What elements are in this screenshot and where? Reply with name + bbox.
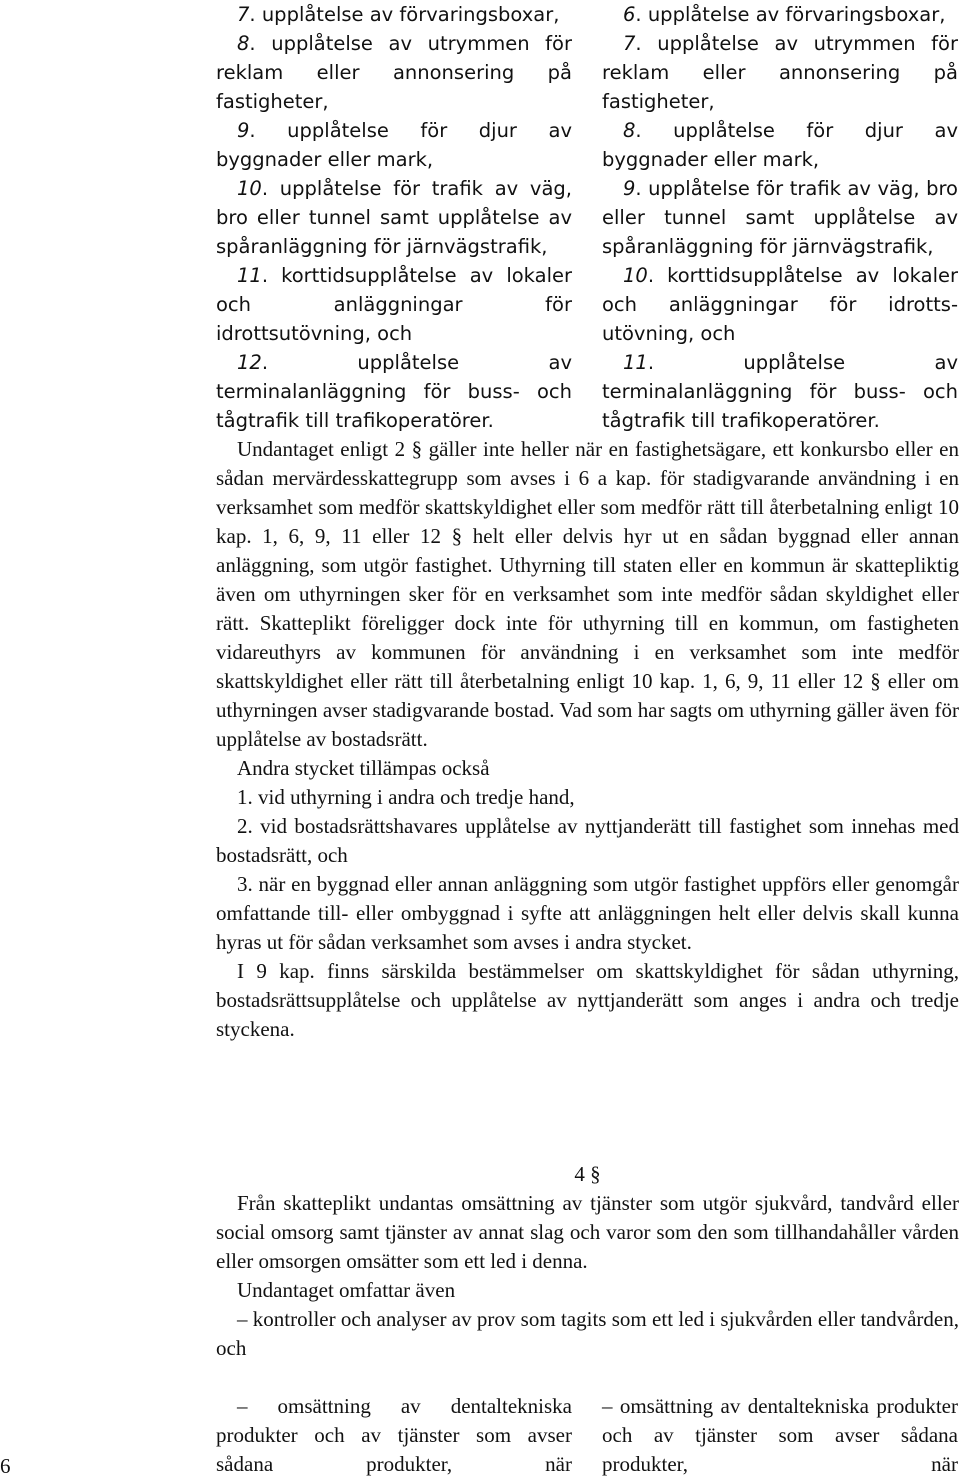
paragraph: 3. när en byggnad eller annan anläggning som utgör fastighet uppförs eller genomgår omfattande till- eller ombyggnad i syfte att anläggningen helt eller delvis skall kunna hyras ut för sådan verksamhet som avses i andra stycket. bbox=[216, 872, 959, 954]
list-item: 11. upplåtelse av terminalanläggning för buss- och tågtrafik till trafikoperatörer. bbox=[602, 351, 958, 432]
list-item: 10. upplåtelse för trafik av väg, bro eller tunnel samt upplåtelse av spåranläggning för järnvägstrafik, bbox=[216, 177, 572, 258]
list-item: 6. upplåtelse av förvaringsboxar, bbox=[623, 3, 946, 26]
paragraph: Undantaget omfattar även bbox=[237, 1278, 456, 1302]
list-item: 8. upplåtelse för djur av byggnader eller mark, bbox=[602, 119, 958, 171]
right-column bbox=[602, 0, 958, 435]
section-4 bbox=[216, 1160, 959, 1363]
paragraph: – omsättning av dentaltekniska produkter och av tjänster som avser sådana produkter, när bbox=[216, 1394, 572, 1476]
two-column-list bbox=[216, 0, 958, 435]
paragraph: 2. vid bostadsrättshavares upplåtelse av nyttjanderätt till fastighet som innehas med bostadsrätt, och bbox=[216, 814, 959, 867]
list-item: 9. upplåtelse för djur av byggnader eller mark, bbox=[216, 119, 572, 171]
paragraph: Andra stycket tillämpas också bbox=[237, 756, 490, 780]
bottom-left-column bbox=[216, 1392, 572, 1479]
list-item: 7. upplåtelse av förvaringsboxar, bbox=[237, 3, 560, 26]
paragraph: Undantaget enligt 2 § gäller inte heller när en fastighetsägare, ett konkursbo eller en sådan mervärdesskattegrupp som avses i 6 a kap. för stadigvarande användning i en verksamhet som medför skattskyldighet eller som medför rätt till återbetalning enligt 10 kap. 1, 6, 9, 11 eller 12 § helt eller delvis hyr ut en sådan byggnad eller annan anläggning, som utgör fastighet. Uthyrning till staten eller en kommun är skattepliktig även om uthyrningen sker för en verksamhet som inte medför sådan skyldighet eller rätt. Skatteplikt föreligger dock inte för uthyrning till en kommun, om fastigheten vidareuthyrs av kommunen för användning i en verksamhet som inte medför skattskyldighet eller rätt till återbetalning enligt 10 kap. 1, 6, 9, 11 eller 12 § eller om uthyrningen avser stadigvarande bostad. Vad som har sagts om uthyrning gäller även för upplåtelse av bostadsrätt. bbox=[216, 437, 959, 751]
list-item: 12. upplåtelse av terminalanläggning för buss- och tågtrafik till trafikoperatörer. bbox=[216, 351, 572, 432]
list-item: 9. upplåtelse för trafik av väg, bro eller tunnel samt upplåtelse av spåranläggning för järnvägstrafik, bbox=[602, 177, 958, 258]
paragraph: – omsättning av dentaltekniska produkter och av tjänster som avser sådana produkter, när bbox=[602, 1394, 958, 1476]
paragraph: I 9 kap. finns särskilda bestämmelser om skattskyldighet för sådan uthyrning, bostadsrättsupplåtelse och upplåtelse av nyttjanderätt som anges i andra och tredje styckena. bbox=[216, 959, 959, 1041]
list-item: 7. upplåtelse av utrymmen för reklam eller annonsering på fastigheter, bbox=[602, 32, 958, 113]
page-number: 6 bbox=[0, 1454, 11, 1478]
list-item: 11. korttidsupplåtelse av lokaler och anläggningar för idrottsutövning, och bbox=[216, 264, 572, 345]
bottom-two-column bbox=[216, 1392, 958, 1479]
paragraph: – kontroller och analyser av prov som tagits som ett led i sjukvården eller tandvården, och bbox=[216, 1307, 959, 1360]
bottom-right-column bbox=[602, 1392, 958, 1479]
list-item: 10. korttidsupplåtelse av lokaler och anläggningar för idrottsutövning, och bbox=[602, 264, 958, 345]
list-item: 8. upplåtelse av utrymmen för reklam eller annonsering på fastigheter, bbox=[216, 32, 572, 113]
paragraph: 1. vid uthyrning i andra och tredje hand, bbox=[237, 785, 575, 809]
paragraph: Från skatteplikt undantas omsättning av tjänster som utgör sjukvård, tandvård eller social omsorg samt tjänster av annat slag och varor som den som tillhandahåller vården eller omsorgen omsätter som ett led i denna. bbox=[216, 1191, 959, 1273]
section-heading: 4 § bbox=[574, 1162, 601, 1186]
left-column bbox=[216, 0, 572, 435]
main-text bbox=[216, 435, 959, 1044]
